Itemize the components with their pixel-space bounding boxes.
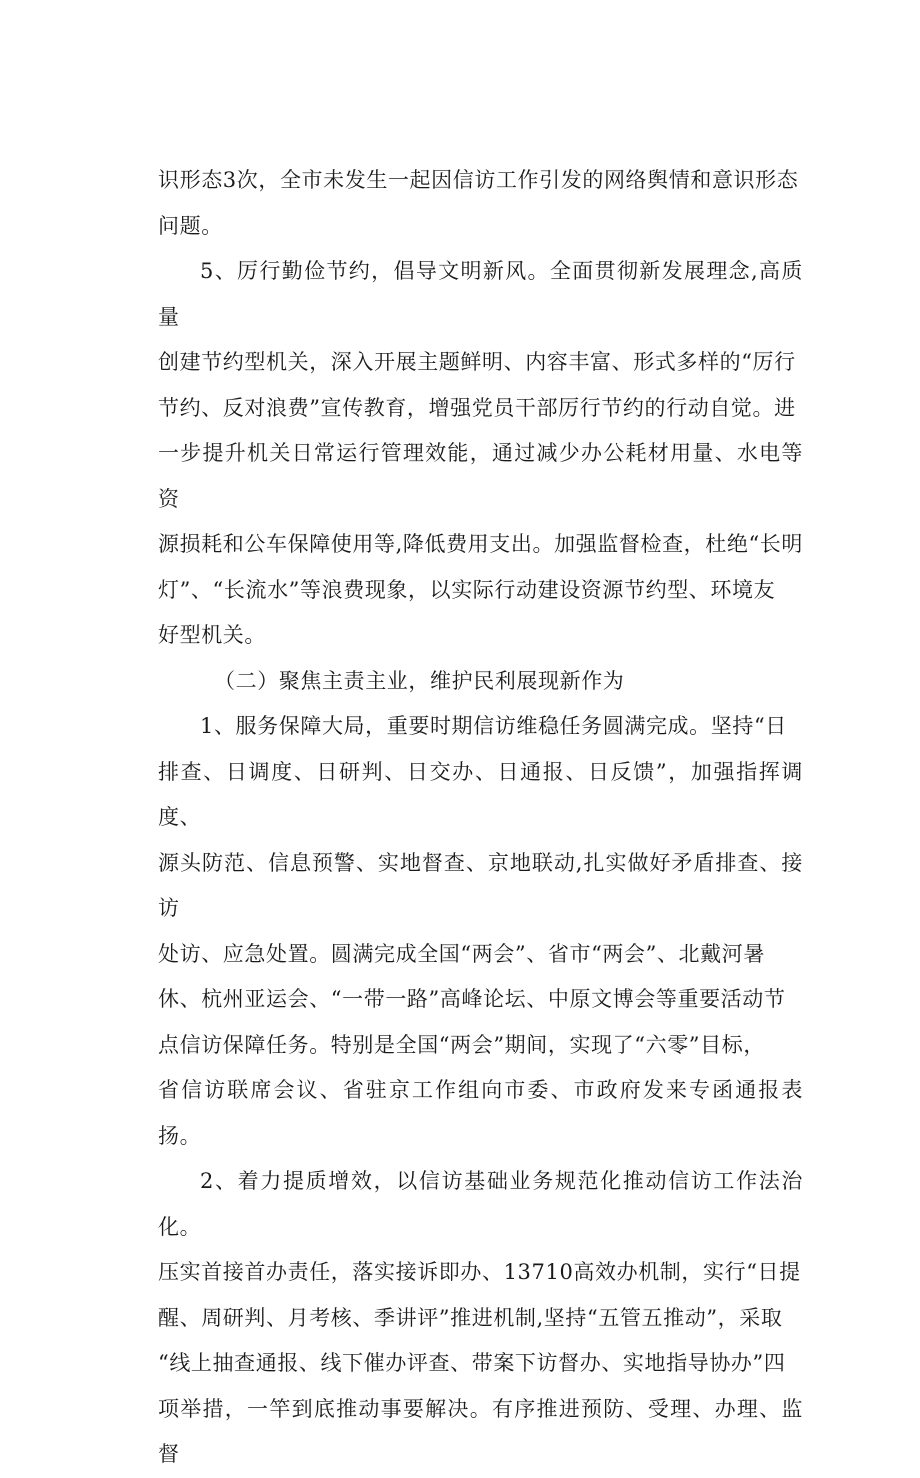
- section-heading: （二）聚焦主责主业，维护民利展现新作为: [214, 668, 625, 693]
- paragraph-item-2: 2、着力提质增效，以信访基础业务规范化推动信访工作法治化。 压实首接首办责任，落实接诉即办、13710高效办机制，实行“日提 醒、周研判、月考核、季讲评”推进机制,坚持“五管五推动”，采取 “线上抽查通报、线下催办评查、带案下访督办、实地指导协办”四 项举措，一竿到底推动事要解决。有序推进预防、受理、办理、监督: [158, 1169, 803, 1466]
- paragraph-item-5: 5、厉行勤俭节约，倡导文明新风。全面贯彻新发展理念,高质量 创建节约型机关，深入开展主题鲜明、内容丰富、形式多样的“厉行 节约、反对浪费”宣传教育，增强党员干部厉行节约的行动自觉。进 一步提升机关日常运行管理效能，通过减少办公耗材用量、水电等资 源损耗和公车保障使用等,降低费用支出。加强监督检查，杜绝“长明 灯”、“长流水”等浪费现象，以实际行动建设资源节约型、环境友 好型机关。: [158, 259, 804, 647]
- document-body: [158, 158, 803, 1478]
- paragraph-continuation: 识形态3次，全市未发生一起因信访工作引发的网络舆情和意识形态 问题。: [158, 168, 799, 238]
- paragraph-item-1: 1、服务保障大局，重要时期信访维稳任务圆满完成。坚持“日 排查、日调度、日研判、日交办、日通报、日反馈”，加强指挥调度、 源头防范、信息预警、实地督查、京地联动,扎实做好矛盾排查、接访 处访、应急处置。圆满完成全国“两会”、省市“两会”、北戴河暑 休、杭州亚运会、“一带一路”高峰论坛、中原文博会等重要活动节 点信访保障任务。特别是全国“两会”期间，实现了“六零”目标， 省信访联席会议、省驻京工作组向市委、市政府发来专函通报表扬。: [158, 714, 803, 1148]
